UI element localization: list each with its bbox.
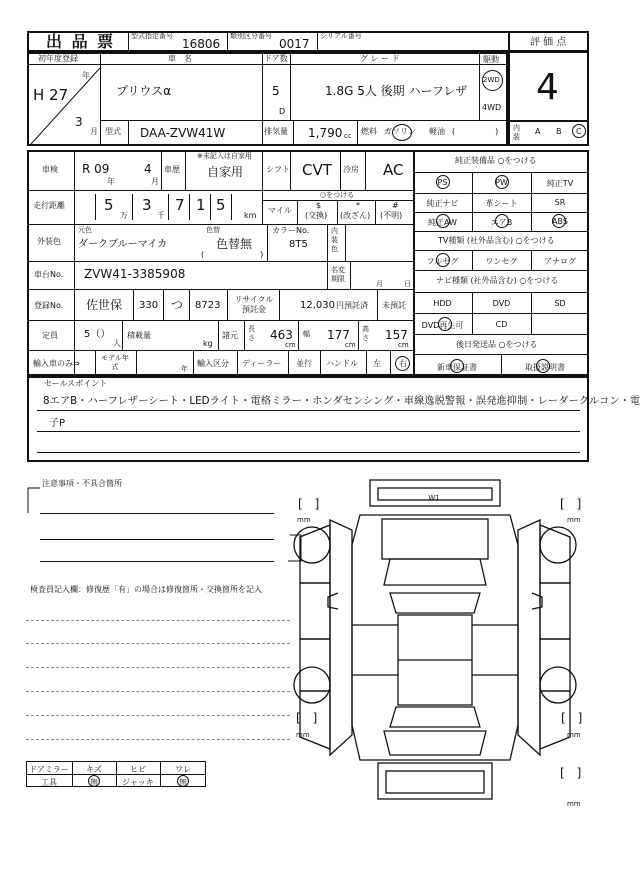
recycle-suffix: 円預託済	[336, 301, 368, 310]
mileage-circle-note: ○をつける	[320, 191, 355, 199]
measure-bracket-front-right: [ ]	[560, 497, 582, 511]
equip-sr: SR	[554, 198, 566, 207]
approval-no: 16806	[182, 37, 221, 51]
equip-tv: 純正TV	[546, 179, 574, 188]
navi-dvd-play: DVD再生可	[421, 321, 464, 330]
measure-unit-rear-right: mm	[567, 731, 581, 739]
recycle-value: 12,030	[300, 300, 335, 311]
displacement-label: 排気量	[264, 127, 288, 136]
mileage-digit-2: 3	[142, 196, 152, 214]
shaken-month-unit: 月	[151, 177, 159, 186]
fuel-circle	[392, 124, 412, 141]
tv-fullseg: フルセグ	[426, 257, 459, 266]
inspector-label: 検査員記入欄：修復歴「有」の場合は修復箇所・交換箇所を記入	[30, 585, 262, 594]
shaken-year: R 09	[82, 162, 110, 176]
later-warranty-circle	[450, 359, 464, 373]
car-name-label: 車 名	[168, 54, 192, 63]
legend-jack: ジャッキ	[122, 778, 154, 787]
serial-no-label: シリアル番号	[320, 32, 362, 40]
measure-bracket-rear-left: [ ]	[296, 711, 318, 725]
mileage-digit-5: 5	[216, 196, 226, 214]
doors-label: ドア数	[264, 54, 288, 63]
equip-abs: ABS	[552, 217, 568, 226]
legend-crack: ヒビ	[130, 765, 146, 774]
drive-4wd: 4WD	[482, 103, 502, 112]
fuel-label: 燃料	[361, 127, 377, 136]
mileage-tampered-sym: *	[356, 201, 360, 210]
mileage-label: 走行距離	[33, 201, 65, 210]
displacement-unit: cc	[344, 132, 352, 140]
load-unit: kg	[203, 339, 213, 348]
equip-ps: PS	[437, 178, 448, 187]
import-dealer: ディーラー	[242, 359, 282, 368]
registration-region: 佐世保	[86, 298, 123, 312]
mileage-unknown-sym: #	[392, 201, 399, 210]
grade-label: グ レ ー ド	[360, 54, 400, 63]
name-change-day-unit: 日	[404, 280, 411, 288]
model-year-unit: 年	[181, 365, 188, 373]
capacity-unit: 人	[113, 339, 121, 348]
sales-points-line-1: 8エアB・ハーフレザーシート・LEDライト・電格ミラー・ホンダセンシング・車線逸脱警報・誤発進抑制・レーダークルコン・電	[43, 395, 640, 407]
shaken-year-unit: 年	[107, 177, 115, 186]
shaken-month: 4	[144, 162, 152, 176]
color-repaint-label: 色替	[206, 226, 220, 234]
equipment-title: 純正装備品 ○をつける	[455, 156, 537, 165]
first-reg-era: H 27	[33, 86, 69, 104]
mileage-tampered: (改ざん)	[340, 211, 371, 220]
equip-aw-circle	[436, 214, 450, 228]
mileage-mile: マイル	[268, 206, 292, 215]
drive-label: 駆動	[483, 55, 499, 64]
tv-title: TV種類 (社外品含む) ○をつける	[438, 236, 555, 245]
navi-cd: CD	[495, 320, 508, 329]
legend-break: ワレ	[175, 765, 191, 774]
color-repaint-brackets: ( )	[201, 250, 264, 259]
navi-hdd: HDD	[433, 299, 452, 308]
measure-unit-front-left: mm	[297, 516, 311, 524]
equip-airbag-circle	[495, 214, 509, 228]
interior-a: A	[535, 127, 541, 136]
registration-number: 8723	[195, 300, 221, 311]
notes-bracket	[26, 485, 304, 565]
later-manual-circle	[536, 359, 550, 373]
equip-ps-circle	[436, 175, 450, 189]
doors-value: 5	[272, 84, 280, 98]
legend-tools-circle	[88, 775, 100, 787]
legend-scratch: キズ	[86, 765, 102, 774]
measure-bracket-rear-center: [ ]	[560, 766, 582, 780]
length-label: 長さ	[248, 325, 255, 342]
first-reg-label: 初年度登録	[38, 54, 78, 63]
navi-dvd-play-circle	[438, 317, 452, 331]
registration-label: 登録No.	[34, 301, 64, 310]
diagram-tag: W1	[428, 494, 440, 502]
import-class-label: 輸入区分	[197, 359, 229, 368]
legend-jack-value: 無	[179, 778, 187, 787]
later-manual: 取扱説明書	[525, 363, 565, 372]
handle-right: 右	[399, 359, 407, 368]
mileage-digit-3: 7	[175, 196, 185, 214]
category-no-label: 類別区分番号	[230, 32, 272, 40]
color-label: 外装色	[37, 237, 61, 246]
tv-analog: アナログ	[544, 257, 576, 266]
fuel-diesel-label: 軽油	[429, 127, 445, 136]
import-only-label: 輸入車のみ⇒	[33, 359, 80, 368]
color-original-label: 元色	[78, 226, 92, 234]
equip-abs-circle	[552, 214, 566, 228]
category-no: 0017	[279, 37, 310, 51]
mileage-sen-unit: 千	[157, 211, 165, 220]
mileage-km: km	[244, 211, 257, 220]
registration-kana: つ	[171, 298, 184, 312]
legend-tools: 工具	[41, 778, 57, 787]
color-code-label: カラーNo.	[272, 226, 310, 235]
shift-value: CVT	[302, 161, 332, 179]
vin-value: ZVW41-3385908	[84, 267, 186, 281]
width-unit: cm	[345, 341, 356, 349]
height-unit: cm	[398, 341, 409, 349]
legend-jack-circle	[177, 775, 189, 787]
height-value: 157	[385, 328, 408, 342]
later-title: 後日発送品 ○をつける	[456, 340, 538, 349]
mileage-exchange-sym: $	[316, 201, 322, 210]
dimension-label: 諸元	[222, 331, 238, 340]
ac-value: AC	[383, 161, 404, 179]
ac-label: 冷房	[343, 165, 359, 174]
measure-unit-rear-left: mm	[296, 731, 310, 739]
sales-points-box	[27, 376, 589, 462]
handle-label: ハンドル	[326, 359, 358, 368]
shift-label: シフト	[266, 165, 290, 174]
approval-no-label: 型式指定番号	[131, 32, 173, 40]
first-reg-month: 3	[75, 115, 83, 129]
equip-aw: 純正AW	[428, 218, 457, 227]
drive-2wd: 2WD	[483, 76, 500, 84]
model-label: 型式	[105, 127, 121, 136]
score-label: 評 価 点	[530, 37, 567, 48]
equip-pw-circle	[495, 175, 509, 189]
interior-color-label: 内装色	[331, 227, 338, 253]
door-suffix: D	[279, 107, 286, 116]
name-change-month-unit: 月	[376, 280, 383, 288]
width-value: 177	[327, 328, 350, 342]
sales-points-line-2: 子P	[49, 418, 66, 429]
fuel-gasoline: ガソリン	[384, 127, 416, 136]
interior-label: 内装	[513, 124, 520, 141]
load-label: 積載量	[127, 331, 151, 340]
navi-title: ナビ種類 (社外品含む) ○をつける	[436, 276, 559, 285]
first-reg-year-unit: 年	[82, 71, 90, 80]
length-value: 463	[270, 328, 293, 342]
handle-right-circle	[395, 356, 410, 371]
model-value: DAA-ZVW41W	[140, 126, 226, 140]
capacity-label: 定員	[42, 331, 58, 340]
interior-c: C	[576, 127, 582, 136]
mileage-man-unit: 万	[120, 211, 128, 220]
model-year-label: モデル年式	[101, 354, 129, 371]
measure-unit-rear-center: mm	[567, 800, 581, 808]
notes-label: 注意事項・不具合箇所	[42, 479, 122, 488]
recycle-label: リサイクル預託金	[234, 295, 274, 314]
vehicle-diagram	[290, 475, 590, 815]
interior-box	[508, 120, 589, 146]
height-label: 高さ	[362, 325, 369, 342]
legend-tools-value: 無	[90, 778, 98, 787]
tv-oneseg: ワンセグ	[485, 257, 518, 266]
measure-unit-front-right: mm	[567, 516, 581, 524]
tv-fullseg-circle	[436, 253, 450, 267]
measure-bracket-rear-right: [ ]	[561, 711, 583, 725]
navi-sd: SD	[554, 299, 566, 308]
score-value: 4	[536, 67, 559, 108]
import-parallel: 並行	[296, 359, 312, 368]
measure-bracket-front-left: [ ]	[298, 497, 320, 511]
recycle-status: 未預託	[382, 301, 406, 310]
history-value: 自家用	[207, 165, 244, 179]
interior-b: B	[556, 127, 562, 136]
mileage-exchange: (交換)	[305, 211, 328, 220]
name-change-label: 名変期限	[331, 266, 345, 283]
first-reg-month-unit: 月	[90, 127, 98, 136]
fuel-bracket: ( )	[452, 127, 499, 136]
handle-left: 左	[373, 359, 381, 368]
displacement-value: 1,790	[308, 126, 343, 140]
document-title: 出 品 票	[46, 32, 116, 51]
equip-leather: 革シート	[485, 199, 518, 208]
car-name: プリウスα	[116, 84, 172, 98]
equip-navi: 純正ナビ	[426, 199, 459, 208]
length-unit: cm	[285, 341, 296, 349]
width-label: 幅	[303, 330, 310, 338]
equip-pw: PW	[495, 178, 508, 187]
vin-label: 車台No.	[34, 270, 64, 279]
equip-airbag: エアB	[490, 218, 513, 227]
mileage-unknown: (不明)	[380, 211, 403, 220]
history-note: ※未記入は自家用	[197, 152, 252, 160]
mileage-digit-1: 5	[104, 196, 114, 214]
capacity-value: 5（）	[84, 329, 111, 340]
sales-points-label: セールスポイント	[44, 379, 108, 388]
grade-value: 1.8G 5人 後期 ハーフレザ	[325, 84, 468, 98]
navi-dvd: DVD	[492, 299, 511, 308]
shaken-label: 車検	[42, 165, 58, 174]
later-warranty: 新車保証書	[437, 363, 477, 372]
color-original: ダークブルーマイカ	[78, 239, 168, 250]
mileage-digit-4: 1	[196, 196, 206, 214]
color-repaint: 色替無	[216, 237, 253, 251]
registration-class: 330	[139, 300, 159, 311]
legend-mirror: ドアミラー	[29, 765, 69, 774]
history-label: 車歴	[164, 165, 180, 174]
color-code: 8T5	[289, 239, 308, 250]
